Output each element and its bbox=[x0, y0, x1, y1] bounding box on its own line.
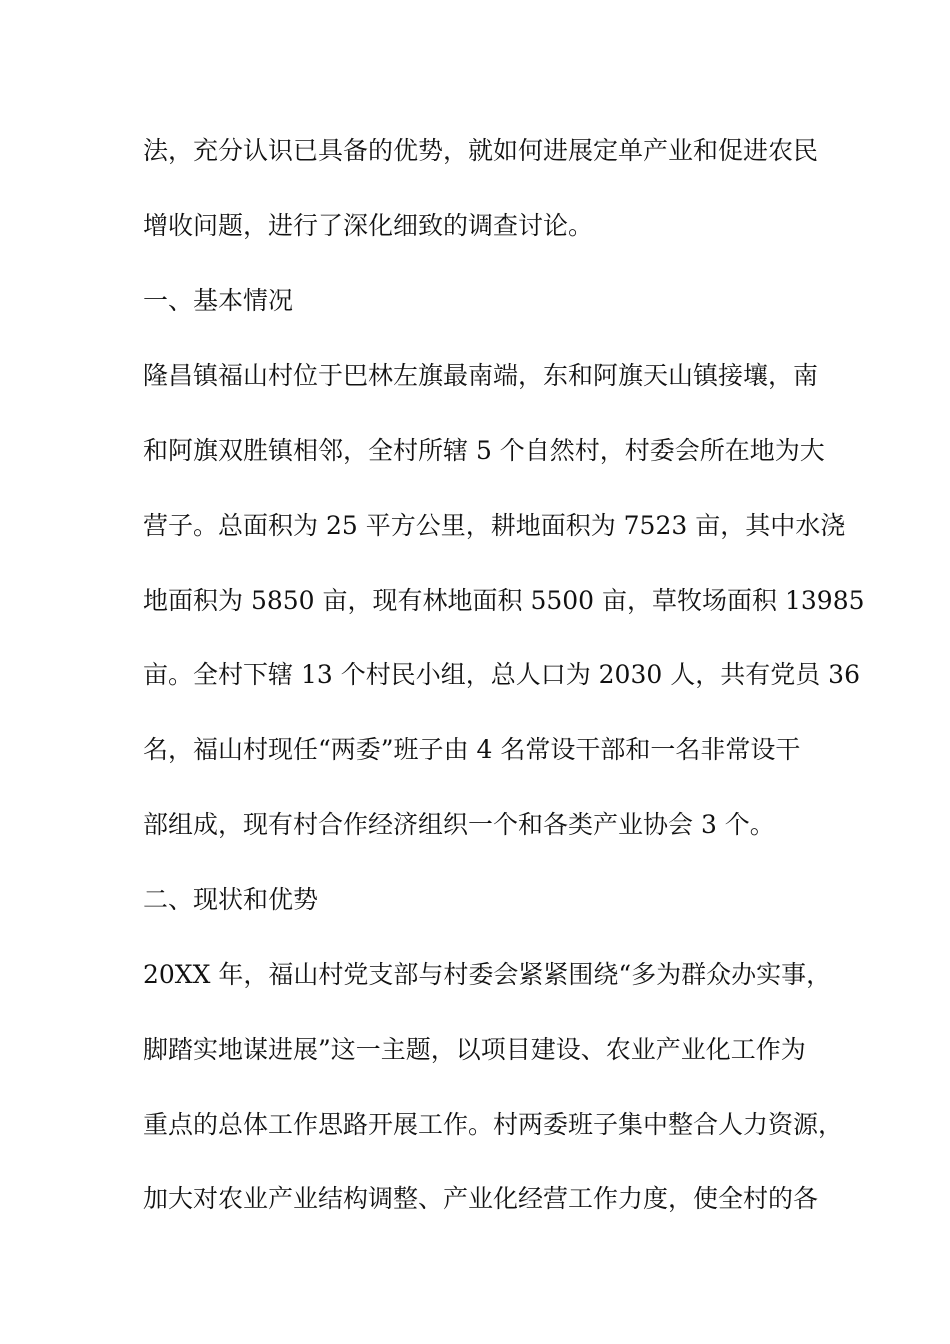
text-line: 加大对农业产业结构调整、产业化经营工作力度，使全村的各 bbox=[143, 1184, 819, 1213]
text-line: 和阿旗双胜镇相邻，全村所辖 5 个自然村，村委会所在地为大 bbox=[143, 436, 825, 465]
text-line: 名，福山村现任“两委”班子由 4 名常设干部和一名非常设干 bbox=[143, 735, 801, 764]
text-line: 法，充分认识已具备的优势，就如何进展定单产业和促进农民 bbox=[143, 136, 819, 165]
text-line: 增收问题，进行了深化细致的调查讨论。 bbox=[143, 211, 594, 240]
text-line: 重点的总体工作思路开展工作。村两委班子集中整合人力资源， bbox=[143, 1110, 844, 1139]
text-line: 脚踏实地谋进展”这一主题，以项目建设、农业产业化工作为 bbox=[143, 1035, 806, 1064]
text-line: 部组成，现有村合作经济组织一个和各类产业协会 3 个。 bbox=[143, 810, 775, 839]
section-heading: 二、现状和优势 bbox=[143, 885, 319, 914]
text-line: 地面积为 5850 亩，现有林地面积 5500 亩，草牧场面积 13985 bbox=[143, 586, 865, 615]
text-line: 20XX 年，福山村党支部与村委会紧紧围绕“多为群众办实事， bbox=[143, 960, 832, 989]
section-heading: 一、基本情况 bbox=[143, 286, 294, 315]
text-line: 亩。全村下辖 13 个村民小组，总人口为 2030 人，共有党员 36 bbox=[143, 660, 860, 689]
text-line: 营子。总面积为 25 平方公里，耕地面积为 7523 亩，其中水浇 bbox=[143, 511, 846, 540]
text-line: 隆昌镇福山村位于巴林左旗最南端，东和阿旗天山镇接壤，南 bbox=[143, 361, 819, 390]
